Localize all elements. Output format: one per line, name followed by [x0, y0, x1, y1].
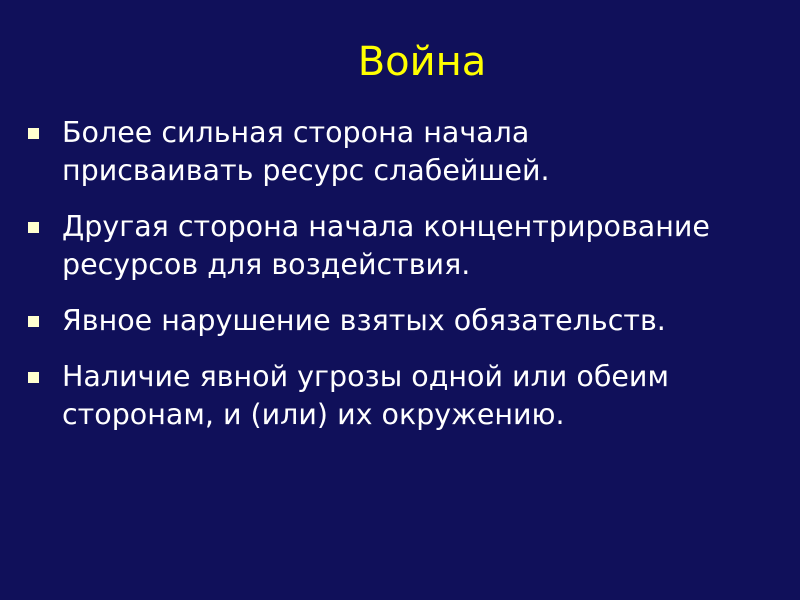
bullet-text: Наличие явной угрозы одной или обеим сторонам, и (или) их окружению. — [62, 360, 669, 431]
bullet-text: Более сильная сторона начала присваивать ресурс слабейшей. — [62, 116, 550, 187]
list-item — [28, 114, 778, 190]
square-bullet-icon — [28, 316, 39, 327]
bullet-text: Явное нарушение взятых обязательств. — [62, 304, 666, 337]
square-bullet-icon — [28, 372, 39, 383]
list-item — [28, 302, 778, 340]
bullet-list — [28, 114, 778, 452]
list-item — [28, 358, 778, 434]
list-item — [28, 208, 778, 284]
bullet-text: Другая сторона начала концентрирование ресурсов для воздействия. — [62, 210, 710, 281]
square-bullet-icon — [28, 128, 39, 139]
square-bullet-icon — [28, 222, 39, 233]
slide-title: Война — [357, 39, 487, 85]
